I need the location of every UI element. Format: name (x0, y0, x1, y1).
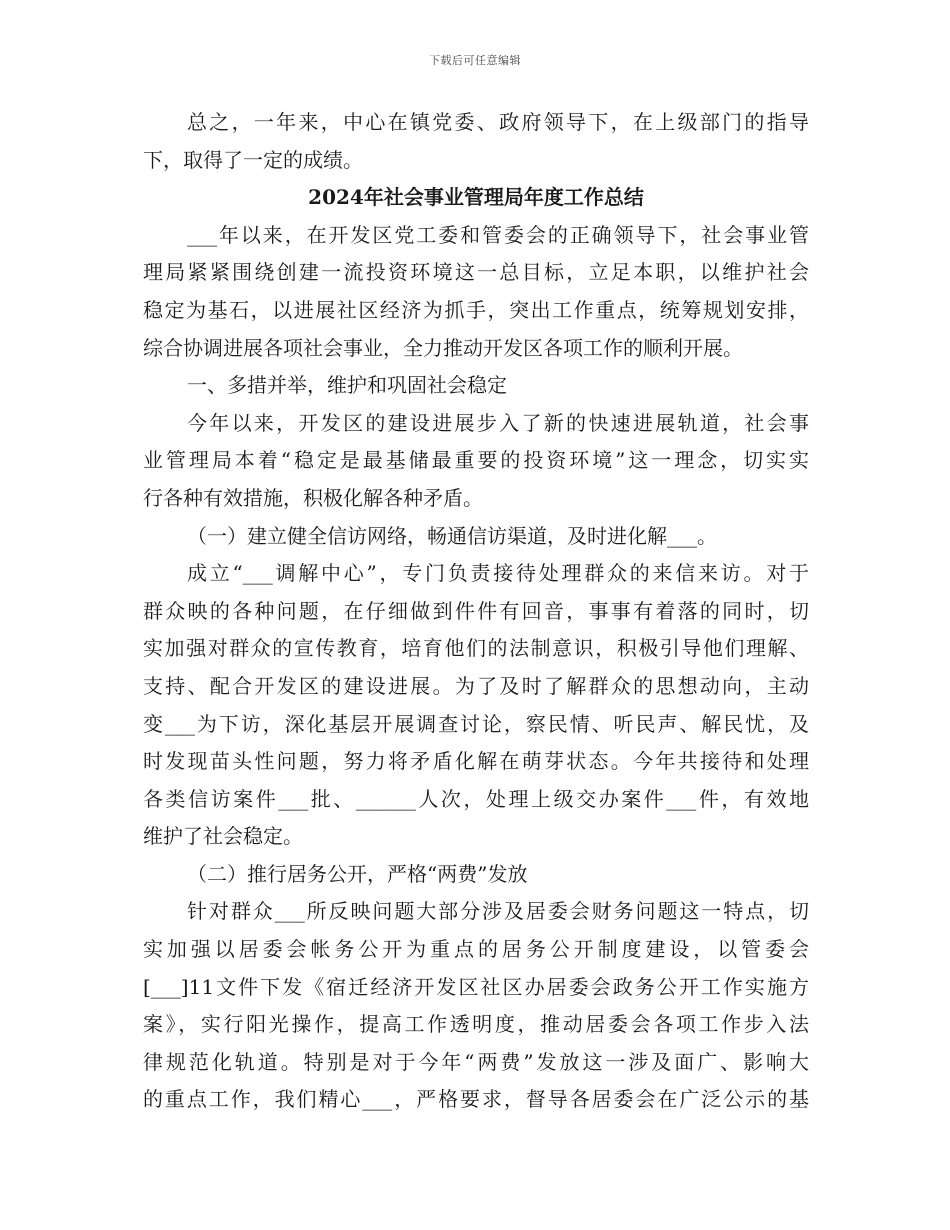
subsection-heading: （一）建立健全信访网络，畅通信访渠道，及时进化解___。 (187, 523, 717, 548)
document-title: 2024年社会事业管理局年度工作总结 (308, 185, 644, 210)
body-line: 总之，一年来，中心在镇党委、政府领导下，在上级部门的指导 (187, 110, 809, 134)
body-line: 今年以来，开发区的建设进展步入了新的快速进展轨道，社会事 (187, 410, 809, 435)
body-line: 实加强对群众的宣传教育，培育他们的法制意识，积极引导他们理解、 (143, 636, 809, 661)
body-line: 理局紧紧围绕创建一流投资环境这一总目标，立足本职，以维护社会 (143, 260, 809, 285)
body-line: ___年以来，在开发区党工委和管委会的正确领导下，社会事业管 (187, 222, 809, 247)
body-line: 行各种有效措施，积极化解各种矛盾。 (143, 485, 483, 510)
body-line: 稳定为基石，以进展社区经济为抓手，突出工作重点，统筹规划安排， (143, 297, 809, 322)
body-line: 各类信访案件___批、______人次，处理上级交办案件___件，有效地 (143, 786, 809, 811)
body-line: 变___为下访，深化基层开展调查讨论，察民情、听民声、解民忧，及 (143, 711, 809, 736)
body-line: 维护了社会稳定。 (143, 824, 303, 849)
body-line: 律规范化轨道。特别是对于今年“两费”发放这一涉及面广、影响大 (143, 1049, 809, 1074)
body-line: 案》，实行阳光操作，提高工作透明度，推动居委会各项工作步入法 (143, 1012, 809, 1037)
body-line: 综合协调进展各项社会事业，全力推动开发区各项工作的顺利开展。 (143, 335, 743, 360)
body-line: 实加强以居委会帐务公开为重点的居务公开制度建设，以管委会 (143, 937, 809, 962)
body-line: [___]11文件下发《宿迁经济开发区社区办居委会政务公开工作实施方 (143, 974, 809, 999)
header-note: 下载后可任意编辑 (429, 54, 521, 67)
body-line: 群众映的各种问题，在仔细做到件件有回音，事事有着落的同时，切 (143, 598, 809, 623)
body-line: 业管理局本着“稳定是最基储最重要的投资环境”这一理念，切实实 (143, 448, 809, 473)
body-line: 支持、配合开发区的建设进展。为了及时了解群众的思想动向，主动 (143, 673, 809, 698)
body-line: 的重点工作，我们精心___，严格要求，督导各居委会在广泛公示的基 (143, 1087, 809, 1112)
body-line: 下，取得了一定的成绩。 (143, 147, 363, 172)
subsection-heading: （二）推行居务公开，严格“两费”发放 (187, 861, 528, 886)
body-line: 成立“___调解中心”，专门负责接待处理群众的来信来访。对于 (187, 561, 809, 586)
body-line: 时发现苗头性问题，努力将矛盾化解在萌芽状态。今年共接待和处理 (143, 749, 809, 774)
section-heading: 一、多措并举，维护和巩固社会稳定 (187, 373, 507, 398)
document-body (143, 104, 809, 1119)
body-line: 针对群众___所反映问题大部分涉及居委会财务问题这一特点，切 (187, 899, 809, 924)
